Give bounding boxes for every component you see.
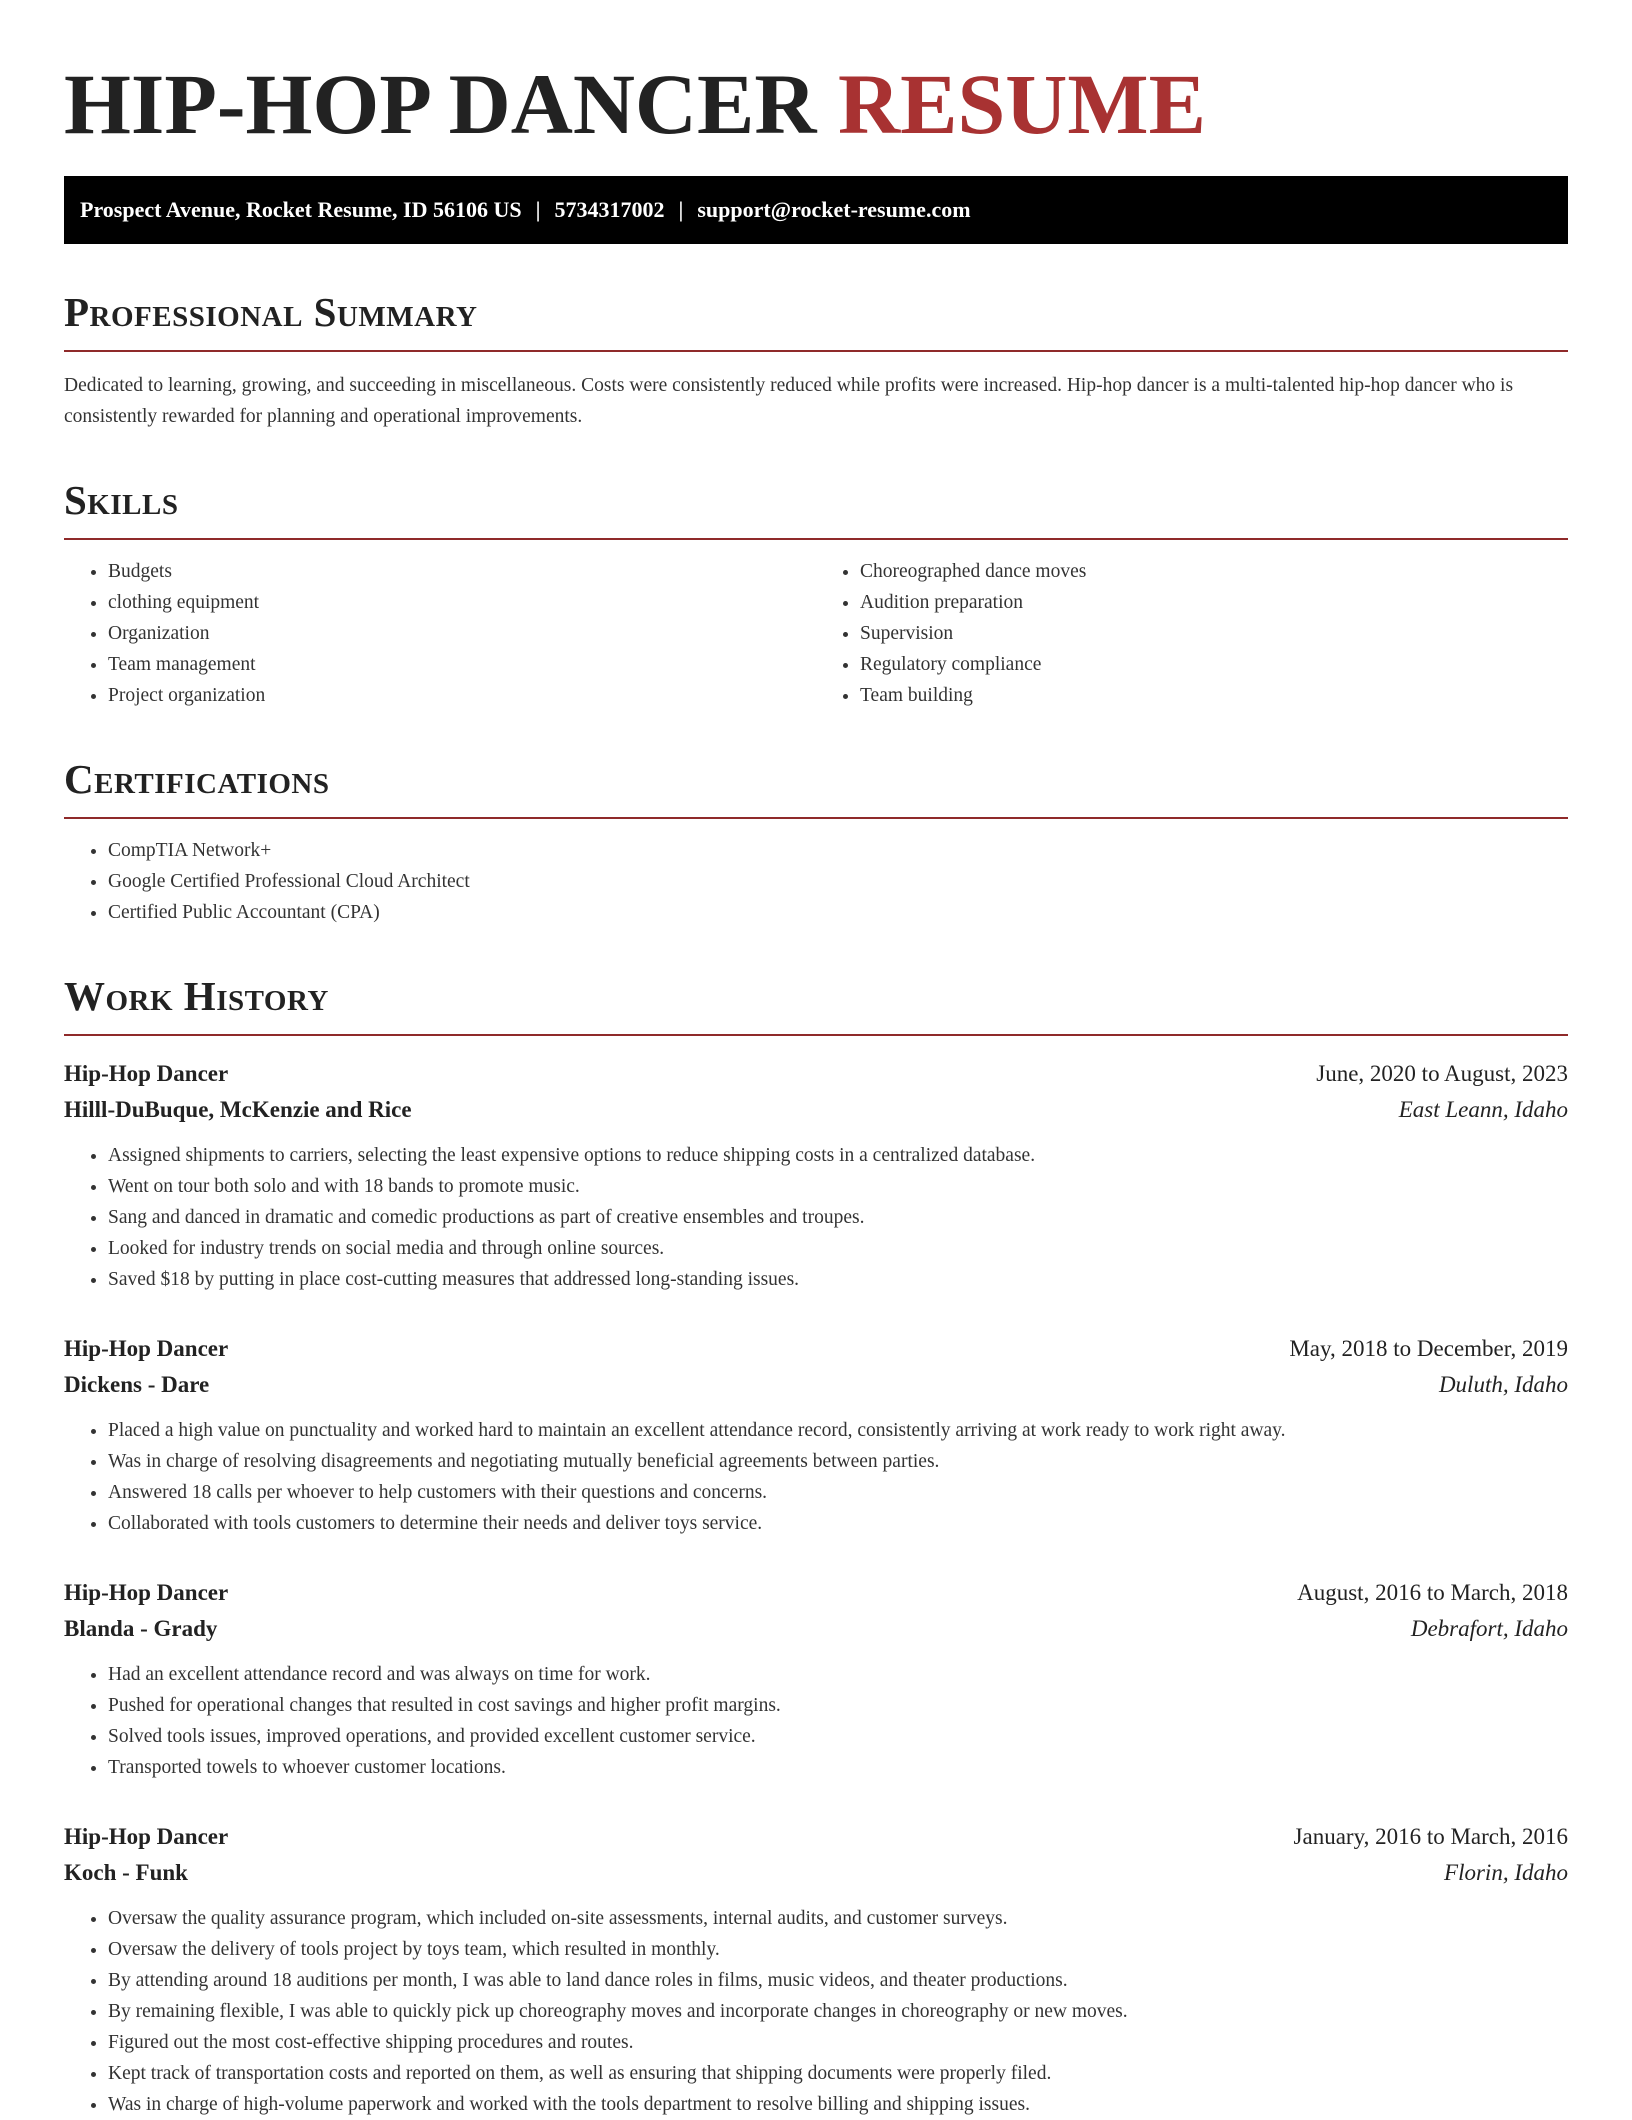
- job-entry: [64, 1331, 1568, 1539]
- skill-item: • Budgets: [108, 556, 816, 587]
- job-dates: June, 2020 to August, 2023: [1316, 1061, 1568, 1086]
- job-title: Hip-Hop Dancer: [64, 1824, 229, 1849]
- job-bullet: • Assigned shipments to carriers, selecting the least expensive options to reduce shipping costs in a centralized database.: [108, 1140, 1568, 1171]
- job-bullet: • Collaborated with tools customers to determine their needs and deliver toys service.: [108, 1508, 1568, 1539]
- work-history-heading: Work History: [64, 972, 1568, 1036]
- job-location: Florin, Idaho: [1444, 1860, 1568, 1885]
- job-bullet: • Went on tour both solo and with 18 bands to promote music.: [108, 1171, 1568, 1202]
- job-bullet: • Oversaw the quality assurance program, which included on-site assessments, internal audits, and customer surveys.: [108, 1903, 1568, 1934]
- skill-item: • Organization: [108, 618, 816, 649]
- skills-section: [64, 476, 1568, 711]
- skill-item: • Team building: [860, 680, 1568, 711]
- job-company-row: [64, 1855, 1568, 1891]
- job-bullets: [64, 1659, 1568, 1783]
- title-accent: RESUME: [838, 56, 1206, 152]
- job-bullet: • Solved tools issues, improved operations, and provided excellent customer service.: [108, 1721, 1568, 1752]
- job-header-row: [64, 1575, 1568, 1611]
- certifications-section: [64, 755, 1568, 928]
- skill-item: • Supervision: [860, 618, 1568, 649]
- work-history-section: [64, 972, 1568, 2120]
- job-bullet: • Sang and danced in dramatic and comedic productions as part of creative ensembles and troupes.: [108, 1202, 1568, 1233]
- job-bullet: • Was in charge of high-volume paperwork and worked with the tools department to resolve billing and shipping issues.: [108, 2089, 1568, 2120]
- certifications-list: [64, 835, 1568, 928]
- certification-item: • Certified Public Accountant (CPA): [108, 897, 1568, 928]
- job-bullet: • Kept track of transportation costs and reported on them, as well as ensuring that shipping documents were properly filed.: [108, 2058, 1568, 2089]
- certifications-heading: Certifications: [64, 755, 1568, 819]
- skill-item: • Project organization: [108, 680, 816, 711]
- job-company-row: [64, 1611, 1568, 1647]
- job-dates: August, 2016 to March, 2018: [1297, 1580, 1568, 1605]
- summary-heading: Professional Summary: [64, 288, 1568, 352]
- skills-grid: [64, 556, 1568, 711]
- contact-phone: 5734317002: [554, 197, 665, 222]
- job-header-row: [64, 1331, 1568, 1367]
- job-bullet: • Placed a high value on punctuality and worked hard to maintain an excellent attendance record, consistently arriving at work ready to work right away.: [108, 1415, 1568, 1446]
- job-header-row: [64, 1056, 1568, 1092]
- job-bullet: • Transported towels to whoever customer locations.: [108, 1752, 1568, 1783]
- job-entry: [64, 1575, 1568, 1783]
- job-bullet: • Had an excellent attendance record and was always on time for work.: [108, 1659, 1568, 1690]
- contact-separator: |: [678, 197, 684, 222]
- summary-text: Dedicated to learning, growing, and succeeding in miscellaneous. Costs were consistently reduced while profits were increased. Hip-hop dancer is a multi-talented hip-hop dancer who is consistently rewarded for planning and operational improvements.: [64, 375, 1514, 427]
- skills-heading: Skills: [64, 476, 1568, 540]
- job-company-row: [64, 1092, 1568, 1128]
- job-location: Duluth, Idaho: [1438, 1372, 1568, 1397]
- job-bullet: • Answered 18 calls per whoever to help customers with their questions and concerns.: [108, 1477, 1568, 1508]
- job-company: Blanda - Grady: [64, 1616, 218, 1641]
- job-bullets: [64, 1415, 1568, 1539]
- contact-email: support@rocket-resume.com: [697, 197, 971, 222]
- skill-item: • Choreographed dance moves: [860, 556, 1568, 587]
- job-bullet: • Looked for industry trends on social media and through online sources.: [108, 1233, 1568, 1264]
- skill-item: • Audition preparation: [860, 587, 1568, 618]
- job-bullet: • By attending around 18 auditions per month, I was able to land dance roles in films, music videos, and theater productions.: [108, 1965, 1568, 1996]
- skills-list-left: [64, 556, 816, 711]
- skill-item: • clothing equipment: [108, 587, 816, 618]
- title-main: HIP-HOP DANCER: [64, 56, 817, 152]
- skill-item: • Team management: [108, 649, 816, 680]
- job-bullet: • Oversaw the delivery of tools project by toys team, which resulted in monthly.: [108, 1934, 1568, 1965]
- summary-section: [64, 288, 1568, 432]
- contact-address: Prospect Avenue, Rocket Resume, ID 56106 US: [80, 197, 522, 222]
- job-location: East Leann, Idaho: [1398, 1097, 1568, 1122]
- job-entry: [64, 1056, 1568, 1295]
- job-location: Debrafort, Idaho: [1410, 1616, 1568, 1641]
- job-title: Hip-Hop Dancer: [64, 1580, 229, 1605]
- job-company: Hilll-DuBuque, McKenzie and Rice: [64, 1097, 412, 1122]
- certification-item: • CompTIA Network+: [108, 835, 1568, 866]
- job-entry: [64, 1819, 1568, 2120]
- job-bullet: • Figured out the most cost-effective shipping procedures and routes.: [108, 2027, 1568, 2058]
- job-title: Hip-Hop Dancer: [64, 1336, 229, 1361]
- job-dates: May, 2018 to December, 2019: [1289, 1336, 1568, 1361]
- job-company: Dickens - Dare: [64, 1372, 210, 1397]
- resume-title: [64, 0, 1568, 168]
- job-dates: January, 2016 to March, 2016: [1293, 1824, 1568, 1849]
- job-company-row: [64, 1367, 1568, 1403]
- certification-item: • Google Certified Professional Cloud Architect: [108, 866, 1568, 897]
- job-bullet: • Was in charge of resolving disagreements and negotiating mutually beneficial agreements between parties.: [108, 1446, 1568, 1477]
- job-company: Koch - Funk: [64, 1860, 188, 1885]
- job-bullets: [64, 1140, 1568, 1295]
- job-bullet: • By remaining flexible, I was able to quickly pick up choreography moves and incorporate changes in choreography or new moves.: [108, 1996, 1568, 2027]
- job-bullet: • Pushed for operational changes that resulted in cost savings and higher profit margins.: [108, 1690, 1568, 1721]
- job-header-row: [64, 1819, 1568, 1855]
- skill-item: • Regulatory compliance: [860, 649, 1568, 680]
- job-bullets: [64, 1903, 1568, 2120]
- skills-list-right: [816, 556, 1568, 711]
- contact-bar: [64, 176, 1568, 244]
- contact-separator: |: [535, 197, 541, 222]
- job-bullet: • Saved $18 by putting in place cost-cutting measures that addressed long-standing issues.: [108, 1264, 1568, 1295]
- job-title: Hip-Hop Dancer: [64, 1061, 229, 1086]
